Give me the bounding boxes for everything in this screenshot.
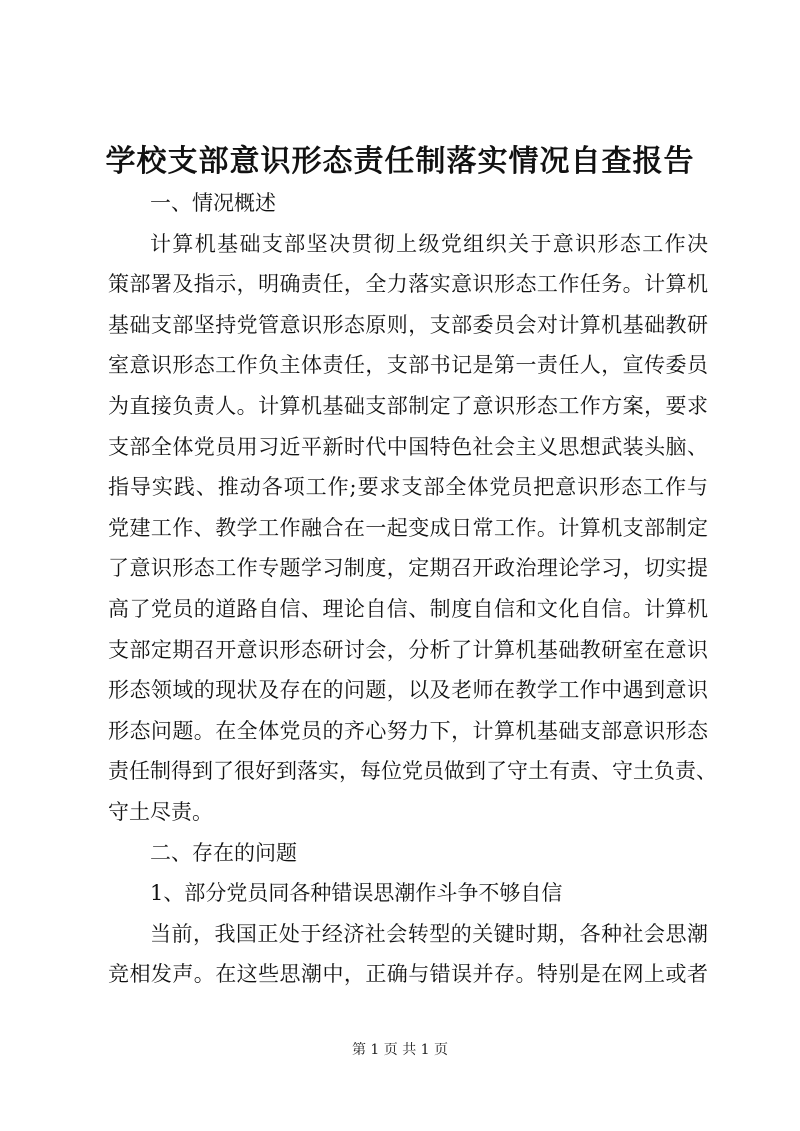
paragraph-line: 支部全体党员用习近平新时代中国特色社会主义思想武装头脑、 (108, 434, 708, 459)
section-heading-problems: 二、存在的问题 (150, 840, 297, 865)
paragraph-line: 守土尽责。 (108, 799, 213, 824)
paragraph-line: 基础支部坚持党管意识形态原则，支部委员会对计算机基础教研 (108, 312, 708, 337)
paragraph-line: 形态领域的现状及存在的问题，以及老师在教学工作中遇到意识 (108, 678, 708, 703)
paragraph-line: 形态问题。在全体党员的齐心努力下，计算机基础支部意识形态 (108, 718, 708, 743)
paragraph-line: 责任制得到了很好到落实，每位党员做到了守土有责、守土负责、 (108, 759, 717, 784)
paragraph-line: 支部定期召开意识形态研讨会，分析了计算机基础教研室在意识 (108, 637, 708, 662)
document-title: 学校支部意识形态责任制落实情况自查报告 (105, 144, 695, 179)
paragraph-line: 为直接负责人。计算机基础支部制定了意识形态工作方案，要求 (108, 393, 708, 418)
paragraph-line: 党建工作、教学工作融合在一起变成日常工作。计算机支部制定 (108, 515, 708, 540)
paragraph-line: 了意识形态工作专题学习制度，定期召开政治理论学习，切实提 (108, 556, 708, 581)
page-footer: 第 1 页 共 1 页 (351, 1042, 449, 1058)
section-heading-overview: 一、情况概述 (150, 191, 276, 215)
paragraph-problems (108, 914, 708, 995)
paragraph-line: 指导实践、推动各项工作;要求支部全体党员把意识形态工作与 (108, 475, 708, 500)
paragraph-line: 当前，我国正处于经济社会转型的关键时期，各种社会思潮 (150, 921, 708, 946)
paragraph-line: 竞相发声。在这些思潮中，正确与错误并存。特别是在网上或者 (108, 962, 708, 987)
paragraph-overview (108, 224, 717, 833)
paragraph-line: 策部署及指示，明确责任，全力落实意识形态工作任务。计算机 (108, 272, 708, 297)
paragraph-line: 高了党员的道路自信、理论自信、制度自信和文化自信。计算机 (108, 596, 708, 621)
document-body (108, 183, 717, 995)
subsection-heading: 1、部分党员同各种错误思潮作斗争不够自信 (150, 881, 563, 906)
paragraph-line: 计算机基础支部坚决贯彻上级党组织关于意识形态工作决 (150, 231, 708, 256)
paragraph-line: 室意识形态工作负主体责任，支部书记是第一责任人，宣传委员 (108, 353, 708, 378)
